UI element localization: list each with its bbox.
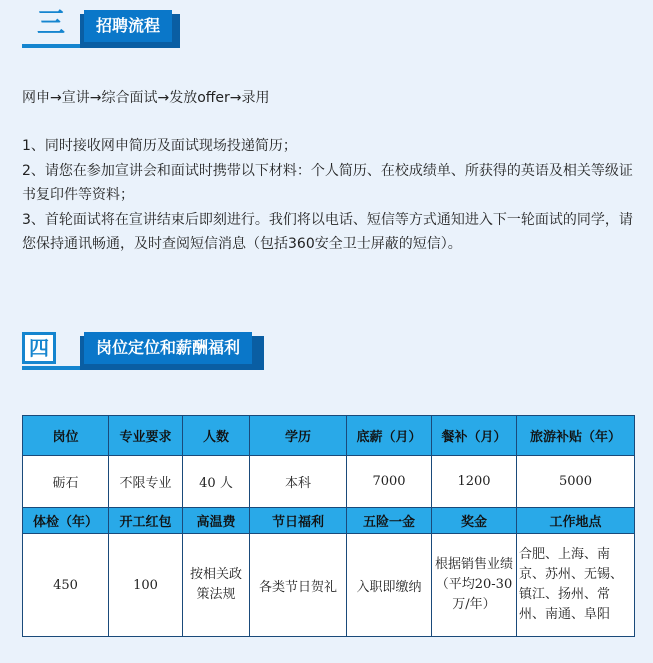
table-cell: 5000: [517, 456, 635, 508]
section-4-header: [22, 332, 272, 372]
table-cell: 入职即缴纳: [347, 534, 432, 637]
table-header-row-1: [23, 416, 635, 456]
table-cell: 1200: [432, 456, 517, 508]
table-cell: 各类节日贺礼: [250, 534, 347, 637]
note-1: 1、同时接收网申简历及面试现场投递简历；: [22, 138, 297, 154]
table-row: [23, 534, 635, 637]
table-cell: 不限专业: [109, 456, 183, 508]
section-number: 四: [22, 332, 56, 364]
table-row: [23, 456, 635, 508]
table-header-cell: 体检（年）: [23, 508, 109, 534]
table-header-cell: 节日福利: [250, 508, 347, 534]
section-title: 招聘流程: [84, 10, 172, 42]
table-header-cell: 五险一金: [347, 508, 432, 534]
table-header-cell: 人数: [183, 416, 250, 456]
table-header-cell: 餐补（月）: [432, 416, 517, 456]
process-flow: 网申→宣讲→综合面试→发放offer→录用: [22, 90, 270, 106]
section-number-underline: [22, 44, 80, 48]
table-header-cell: 专业要求: [109, 416, 183, 456]
table-header-cell: 工作地点: [517, 508, 635, 534]
section-title: 岗位定位和薪酬福利: [84, 332, 252, 364]
section-number: 三: [36, 6, 65, 39]
section-3-header: [22, 6, 182, 50]
table-header-cell: 奖金: [432, 508, 517, 534]
table-cell: 根据销售业绩（平均20-30万/年）: [432, 534, 517, 637]
note-2: 2、请您在参加宣讲会和面试时携带以下材料：个人简历、在校成绩单、所获得的英语及相关等级证书复印件等资料；: [22, 163, 633, 203]
note-3: 3、首轮面试将在宣讲结束后即刻进行。我们将以电话、短信等方式通知进入下一轮面试的同学，请您保持通讯畅通，及时查阅短信消息（包括360安全卫士屏蔽的短信）。: [22, 212, 633, 252]
table-cell: 本科: [250, 456, 347, 508]
table-cell: 砺石: [23, 456, 109, 508]
table-header-cell: 底薪（月）: [347, 416, 432, 456]
table-header-cell: 岗位: [23, 416, 109, 456]
table-header-cell: 高温费: [183, 508, 250, 534]
table-header-cell: 开工红包: [109, 508, 183, 534]
section-number-underline: [22, 366, 80, 370]
salary-benefits-table: [22, 415, 635, 637]
table-cell: 按相关政策法规: [183, 534, 250, 637]
table-cell: 40 人: [183, 456, 250, 508]
table-cell: 450: [23, 534, 109, 637]
table-header-cell: 旅游补贴（年）: [517, 416, 635, 456]
table-cell: 7000: [347, 456, 432, 508]
table-header-row-2: [23, 508, 635, 534]
table-cell: 100: [109, 534, 183, 637]
table-cell: 合肥、上海、南京、苏州、无锡、镇江、扬州、常州、南通、阜阳: [517, 534, 635, 637]
table-header-cell: 学历: [250, 416, 347, 456]
